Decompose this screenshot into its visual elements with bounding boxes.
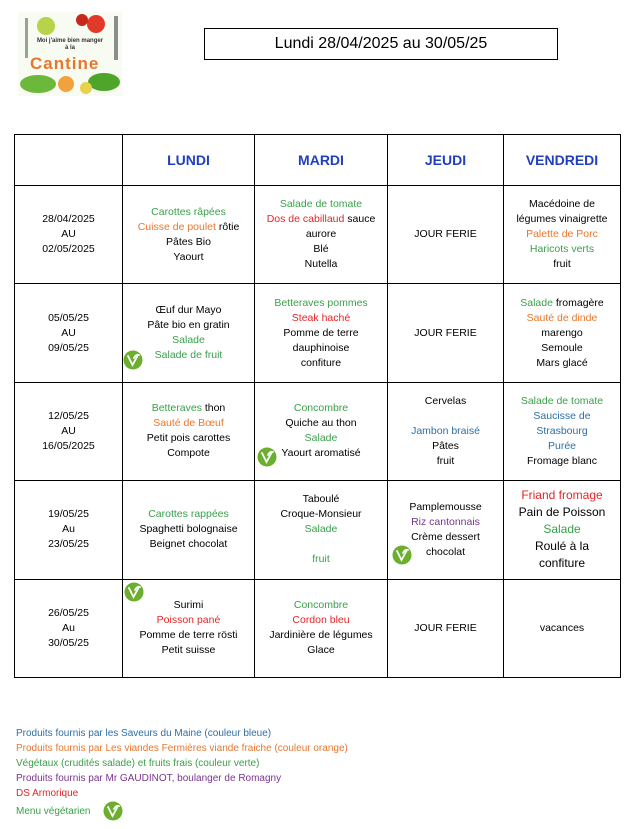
- menu-item: [521, 394, 603, 409]
- menu-item-text: Salade de tomate: [279, 198, 363, 211]
- menu-item-text: fruit: [312, 553, 330, 566]
- legend-text: Menu végétarien: [16, 805, 91, 817]
- menu-item-text: Yaourt aromatisé: [281, 447, 361, 460]
- menu-cell-vendredi: [504, 284, 621, 382]
- menu-item: [437, 454, 455, 469]
- vegetarian-badge: [123, 350, 143, 370]
- menu-item: [162, 643, 216, 658]
- menu-item-text: JOUR FERIE: [414, 326, 477, 339]
- week-date-line: 26/05/25: [48, 606, 89, 619]
- week-date-line: 05/05/25: [48, 311, 89, 324]
- menu-item: [305, 257, 338, 272]
- menu-item-text: Jambon braisé: [411, 424, 480, 437]
- menu-item: [530, 242, 594, 257]
- vegetarian-leaf-icon: [123, 350, 143, 370]
- menu-item: [152, 401, 226, 416]
- menu-item: [548, 439, 576, 454]
- menu-item-text: Glace: [307, 644, 335, 657]
- menu-item-text: Crème dessert: [411, 530, 480, 543]
- menu-item-text: Pâtes: [432, 439, 459, 452]
- menu-item: [426, 545, 465, 560]
- menu-item: [138, 220, 240, 235]
- menu-item-text: Pâte bio en gratin: [147, 319, 230, 332]
- menu-item-text: Jardinière de légumes: [269, 629, 373, 642]
- menu-item-text: Strasbourg: [536, 424, 588, 437]
- menu-item-text: Betteraves: [151, 402, 202, 415]
- menu-item-text: Mars glacé: [536, 356, 588, 369]
- menu-item-suffix: sauce: [344, 213, 376, 226]
- week-date-line: 02/05/2025: [42, 243, 95, 256]
- menu-item: [167, 446, 210, 461]
- menu-title-text: Lundi 28/04/2025 au 30/05/25: [274, 35, 488, 52]
- week-date-line: 19/05/25: [48, 508, 89, 521]
- vegetarian-leaf-icon: [392, 545, 412, 565]
- menu-item: [173, 250, 203, 265]
- menu-item-text: Salade: [304, 432, 338, 445]
- menu-item-text: JOUR FERIE: [414, 621, 477, 634]
- menu-item-suffix: rôtie: [215, 220, 240, 233]
- menu-item-text: Macédoine de: [529, 198, 595, 211]
- menu-item: [414, 621, 476, 636]
- menu-item-text: dauphinoise: [292, 341, 350, 354]
- menu-cell-mardi: [255, 186, 388, 284]
- menu-item-text: Saucisse de: [533, 409, 591, 422]
- menu-item: [139, 628, 237, 643]
- menu-item: [166, 235, 211, 250]
- menu-item: [294, 401, 348, 416]
- menu-item: [541, 326, 582, 341]
- menu-item-text: Beignet chocolat: [149, 538, 228, 551]
- week-date-line: AU: [61, 424, 76, 437]
- week-dates-cell: [15, 579, 123, 677]
- menu-item: [156, 303, 222, 318]
- legend-text: DS Armorique: [16, 788, 79, 799]
- menu-item: [292, 311, 350, 326]
- week-date-line: 23/05/25: [48, 538, 89, 551]
- legend-text: Produits fournis par les Saveurs du Maine (couleur bleue): [16, 728, 272, 739]
- menu-cell-mardi: [255, 382, 388, 480]
- menu-item: [312, 552, 330, 567]
- table-row: [15, 481, 621, 579]
- menu-item: [155, 348, 223, 363]
- menu-item-text: Concombre: [293, 599, 349, 612]
- menu-item-text: Pâtes Bio: [166, 235, 211, 248]
- menu-item: [527, 311, 598, 326]
- vegetarian-badge: [392, 545, 412, 565]
- menu-item-text: Riz cantonnais: [411, 515, 480, 528]
- week-date-line: AU: [61, 228, 76, 241]
- menu-item: [411, 530, 480, 545]
- menu-item-text: Salade: [520, 296, 553, 309]
- menu-item: [543, 521, 580, 538]
- menu-item: [139, 522, 237, 537]
- menu-item-text: Poisson pané: [156, 614, 221, 627]
- menu-item: [151, 205, 226, 220]
- menu-item-text: confiture: [300, 356, 342, 369]
- menu-item-text: confiture: [538, 556, 586, 571]
- header-mardi: MARDI: [255, 135, 388, 186]
- menu-item-text: Fromage blanc: [526, 454, 598, 467]
- menu-item-text: Haricots verts: [529, 243, 595, 256]
- menu-item: [157, 613, 221, 628]
- menu-cell-vendredi: [504, 382, 621, 480]
- legend-vegetarian-badge: [103, 801, 123, 821]
- menu-item-text: Pomme de terre: [283, 326, 359, 339]
- legend-entry: [16, 786, 348, 801]
- menu-item: [292, 613, 349, 628]
- menu-item: [521, 487, 602, 504]
- menu-item-text: Salade: [304, 523, 338, 536]
- menu-item: [529, 197, 595, 212]
- menu-item: [280, 197, 362, 212]
- menu-item-text: Surimi: [173, 599, 204, 612]
- menu-item: [147, 318, 229, 333]
- vegetarian-leaf-icon: [257, 447, 277, 467]
- menu-item: [269, 628, 372, 643]
- menu-item-text: légumes vinaigrette: [516, 213, 608, 226]
- menu-item-text: Semoule: [541, 341, 583, 354]
- menu-item-text: Friand fromage: [521, 488, 603, 503]
- menu-item-suffix: thon: [201, 402, 226, 415]
- menu-item: [516, 212, 607, 227]
- menu-item: [306, 227, 336, 242]
- menu-item-text: Palette de Porc: [526, 228, 598, 241]
- legend-entry: [16, 726, 348, 741]
- menu-item-text: Croque-Monsieur: [280, 508, 362, 521]
- menu-item: [432, 439, 459, 454]
- menu-item-text: Spaghetti bolognaise: [139, 523, 238, 536]
- menu-item: [153, 416, 224, 431]
- legend-entry: [16, 771, 348, 786]
- menu-item-text: Dos de cabillaud: [266, 213, 345, 226]
- menu-item-text: Salade: [172, 334, 205, 347]
- logo-caption-top: Moi j'aime bien manger à la: [36, 38, 104, 51]
- menu-item-text: Taboulé: [302, 493, 340, 506]
- legend-entry: [16, 801, 348, 821]
- legend-entry: [16, 741, 348, 756]
- menu-item: [425, 394, 466, 409]
- menu-item-suffix: fromagère: [552, 296, 604, 309]
- menu-cell-lundi: [123, 284, 255, 382]
- menu-item: [519, 504, 606, 521]
- header-jeudi: JEUDI: [388, 135, 504, 186]
- menu-cell-lundi: [123, 579, 255, 677]
- menu-item: [411, 515, 480, 530]
- menu-item-text: Petit suisse: [161, 644, 216, 657]
- week-date-line: Au: [62, 621, 75, 634]
- menu-item: [444, 409, 447, 424]
- menu-item: [526, 227, 598, 242]
- menu-item-text: JOUR FERIE: [414, 228, 477, 241]
- table-row: [15, 382, 621, 480]
- menu-item: [303, 492, 340, 507]
- header-empty-cell: [15, 135, 123, 186]
- logo-caption-main: Cantine: [30, 54, 100, 73]
- menu-item-text: Blé: [313, 243, 329, 256]
- menu-item-text: Betteraves pommes: [274, 296, 368, 309]
- menu-item-text: chocolat: [425, 545, 466, 558]
- menu-item-text: marengo: [541, 326, 583, 339]
- menu-item: [527, 454, 597, 469]
- week-date-line: 30/05/25: [48, 636, 89, 649]
- week-dates-cell: [15, 284, 123, 382]
- menu-cell-jeudi: [388, 579, 504, 677]
- menu-item: [172, 333, 205, 348]
- legend-text: Produits fournis par Les viandes Fermières viande fraiche (couleur orange): [16, 743, 348, 754]
- menu-item-text: Cervelas: [424, 394, 467, 407]
- header-lundi: LUNDI: [123, 135, 255, 186]
- menu-item-text: Pain de Poisson: [518, 505, 606, 520]
- menu-item-text: Cordon bleu: [292, 614, 350, 627]
- menu-cell-vendredi: [504, 579, 621, 677]
- menu-item: [281, 446, 360, 461]
- menu-title: [204, 28, 558, 60]
- menu-cell-lundi: [123, 186, 255, 284]
- vegetarian-leaf-icon: [103, 801, 123, 821]
- menu-item-text: Purée: [547, 439, 577, 452]
- menu-cell-jeudi: [388, 382, 504, 480]
- menu-item-text: Salade de tomate: [520, 394, 604, 407]
- menu-item: [148, 507, 229, 522]
- menu-item-text: Nutella: [304, 258, 338, 271]
- menu-item-text: Steak haché: [291, 311, 351, 324]
- menu-item-text: fruit: [553, 258, 571, 271]
- menu-item-text: Concombre: [293, 402, 349, 415]
- menu-cell-lundi: [123, 481, 255, 579]
- menu-item: [553, 257, 571, 272]
- menu-item: [533, 409, 590, 424]
- menu-item-text: Sauté de Bœuf: [153, 417, 224, 430]
- menu-item-text: Carottes rappées: [148, 508, 229, 521]
- menu-item: [283, 326, 358, 341]
- menu-item: [409, 500, 481, 515]
- menu-item-text: Roulé à la: [534, 539, 590, 554]
- menu-item: [294, 598, 348, 613]
- menu-item-text: Compote: [167, 447, 210, 460]
- menu-item-text: Quiche au thon: [285, 417, 357, 430]
- menu-item-text: Salade de fruit: [154, 349, 223, 362]
- week-date-line: Au: [62, 523, 75, 536]
- week-date-line: 28/04/2025: [42, 213, 95, 226]
- table-row: [15, 579, 621, 677]
- menu-cell-mardi: [255, 284, 388, 382]
- header-vendredi: VENDREDI: [504, 135, 621, 186]
- week-date-line: AU: [61, 326, 76, 339]
- legend: [16, 726, 348, 821]
- menu-item: [293, 341, 350, 356]
- menu-item-text: aurore: [305, 228, 337, 241]
- menu-item-text: Petit pois carottes: [146, 432, 231, 445]
- menu-item: [414, 326, 476, 341]
- menu-item: [150, 537, 228, 552]
- legend-text: Végétaux (crudités salade) et fruits frais (couleur verte): [16, 758, 260, 769]
- table-row: [15, 186, 621, 284]
- menu-table: [14, 134, 621, 678]
- week-date-line: 09/05/25: [48, 341, 89, 354]
- menu-item: [520, 296, 603, 311]
- menu-cell-jeudi: [388, 284, 504, 382]
- week-date-line: 12/05/25: [48, 409, 89, 422]
- menu-item-text: Œuf dur Mayo: [155, 304, 222, 317]
- legend-entry: [16, 756, 348, 771]
- table-row: [15, 284, 621, 382]
- menu-item-text: Pomme de terre rösti: [139, 629, 238, 642]
- menu-item: [540, 621, 584, 636]
- menu-item: [147, 431, 230, 446]
- vegetarian-badge: [257, 447, 277, 467]
- menu-item-text: Cuisse de poulet: [137, 220, 216, 233]
- legend-text: Produits fournis par Mr GAUDINOT, boulanger de Romagny: [16, 773, 282, 784]
- menu-item: [536, 424, 587, 439]
- menu-item: [267, 212, 376, 227]
- menu-item: [320, 537, 323, 552]
- menu-item-text: Salade: [543, 522, 581, 537]
- menu-item: [305, 431, 338, 446]
- menu-item: [414, 227, 476, 242]
- menu-cell-vendredi: [504, 186, 621, 284]
- menu-item: [285, 416, 356, 431]
- menu-item-text: Sauté de dinde: [526, 311, 598, 324]
- menu-item: [313, 242, 328, 257]
- menu-item: [274, 296, 367, 311]
- menu-item: [535, 538, 589, 555]
- cantine-logo: [18, 12, 122, 96]
- table-header-row: [15, 135, 621, 186]
- menu-cell-jeudi: [388, 186, 504, 284]
- menu-item: [307, 643, 334, 658]
- vegetarian-badge: [124, 582, 144, 602]
- menu-item-text: Pamplemousse: [409, 500, 482, 513]
- menu-item: [301, 356, 341, 371]
- menu-item-text: Yaourt: [173, 250, 204, 263]
- week-dates-cell: [15, 186, 123, 284]
- week-dates-cell: [15, 481, 123, 579]
- menu-item: [539, 555, 585, 572]
- menu-item-text: vacances: [539, 621, 585, 634]
- week-dates-cell: [15, 382, 123, 480]
- menu-cell-lundi: [123, 382, 255, 480]
- menu-cell-jeudi: [388, 481, 504, 579]
- menu-item: [305, 522, 338, 537]
- menu-item-text: fruit: [436, 454, 455, 467]
- menu-item: [174, 598, 204, 613]
- menu-cell-mardi: [255, 481, 388, 579]
- menu-item: [536, 356, 587, 371]
- menu-cell-mardi: [255, 579, 388, 677]
- menu-cell-vendredi: [504, 481, 621, 579]
- menu-item: [280, 507, 361, 522]
- vegetarian-leaf-icon: [124, 582, 144, 602]
- menu-item: [411, 424, 480, 439]
- week-date-line: 16/05/2025: [42, 439, 95, 452]
- menu-item: [541, 341, 582, 356]
- menu-item-text: Carottes râpées: [151, 205, 226, 218]
